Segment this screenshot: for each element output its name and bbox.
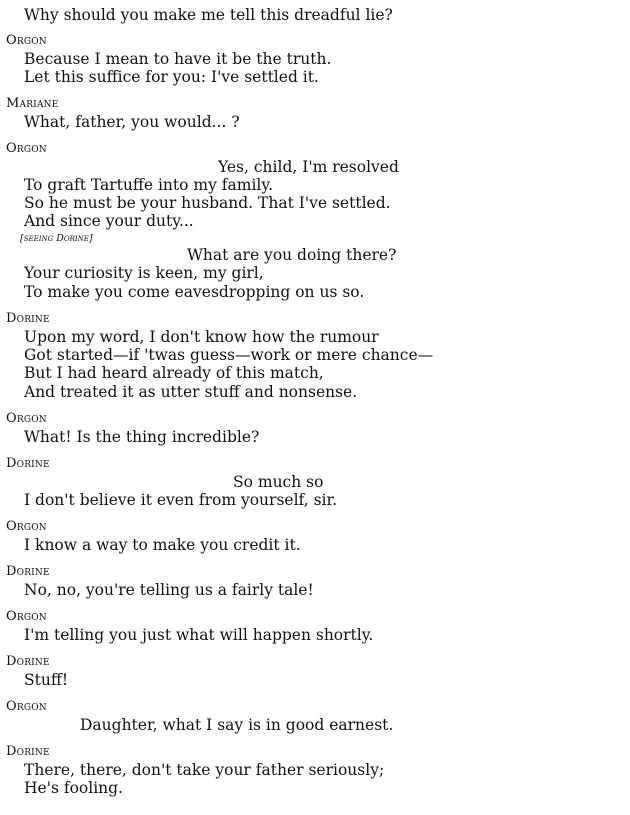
- speaker-name: Mariane: [6, 96, 59, 111]
- verse-line: I'm telling you just what will happen shortly.: [24, 626, 374, 644]
- stage-direction: [seeing Dorine]: [20, 233, 93, 244]
- verse-line: I don't believe it even from yourself, sir.: [24, 491, 338, 509]
- speaker-name: Orgon: [6, 141, 47, 156]
- verse-line: Your curiosity is keen, my girl,: [24, 264, 264, 282]
- speaker-name: Orgon: [6, 609, 47, 624]
- speaker-name: Orgon: [6, 699, 47, 714]
- speaker-name: Orgon: [6, 33, 47, 48]
- verse-line: Because I mean to have it be the truth.: [24, 50, 332, 68]
- verse-line: And treated it as utter stuff and nonsense.: [24, 383, 358, 401]
- verse-line: But I had heard already of this match,: [24, 364, 324, 382]
- verse-line: Daughter, what I say is in good earnest.: [80, 716, 394, 734]
- speaker-name: Dorine: [6, 456, 50, 471]
- verse-line: So much so: [233, 473, 324, 491]
- verse-line: Yes, child, I'm resolved: [218, 158, 399, 176]
- verse-line: What! Is the thing incredible?: [24, 428, 260, 446]
- speaker-name: Dorine: [6, 654, 50, 669]
- verse-line: What are you doing there?: [187, 246, 397, 264]
- verse-line: And since your duty...: [24, 212, 194, 230]
- speaker-name: Dorine: [6, 564, 50, 579]
- speaker-name: Dorine: [6, 744, 50, 759]
- verse-line: What, father, you would... ?: [24, 113, 240, 131]
- verse-line: I know a way to make you credit it.: [24, 536, 301, 554]
- verse-line: Why should you make me tell this dreadful lie?: [24, 6, 393, 24]
- verse-line: Let this suffice for you: I've settled it.: [24, 68, 319, 86]
- speaker-name: Orgon: [6, 519, 47, 534]
- verse-line: There, there, don't take your father seriously;: [24, 761, 385, 779]
- verse-line: He's fooling.: [24, 779, 123, 797]
- verse-line: So he must be your husband. That I've settled.: [24, 194, 391, 212]
- verse-line: Got started—if 'twas guess—work or mere chance—: [24, 346, 434, 364]
- speaker-name: Dorine: [6, 311, 50, 326]
- verse-line: Stuff!: [24, 671, 69, 689]
- verse-line: No, no, you're telling us a fairly tale!: [24, 581, 314, 599]
- verse-line: To graft Tartuffe into my family.: [24, 176, 273, 194]
- speaker-name: Orgon: [6, 411, 47, 426]
- verse-line: Upon my word, I don't know how the rumour: [24, 328, 379, 346]
- verse-line: To make you come eavesdropping on us so.: [24, 283, 365, 301]
